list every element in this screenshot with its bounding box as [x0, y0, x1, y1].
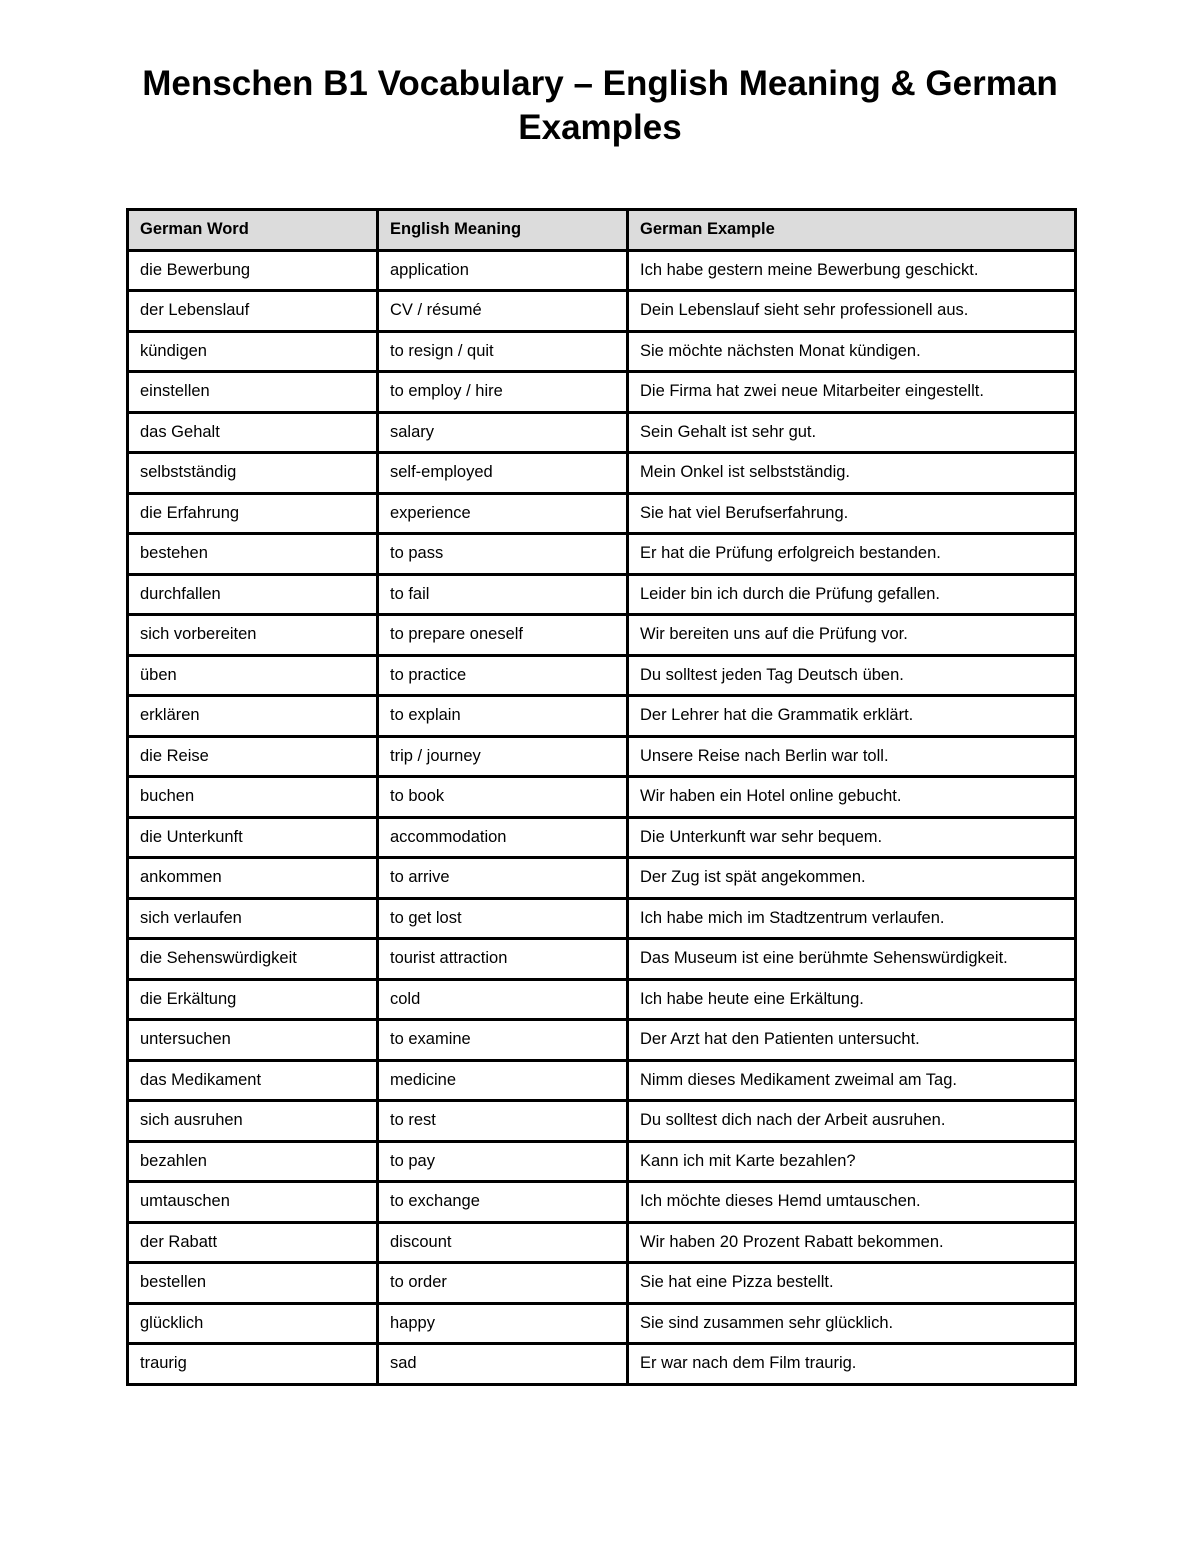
german-example-cell: Sie sind zusammen sehr glücklich. [628, 1303, 1076, 1344]
english-meaning-cell: salary [378, 412, 628, 453]
german-example-cell: Er war nach dem Film traurig. [628, 1344, 1076, 1385]
english-meaning-cell: to examine [378, 1020, 628, 1061]
table-row [128, 1182, 1076, 1223]
table-row [128, 898, 1076, 939]
english-meaning-cell: trip / journey [378, 736, 628, 777]
table-row [128, 1101, 1076, 1142]
german-word-cell: die Reise [128, 736, 378, 777]
table-row [128, 696, 1076, 737]
german-word-cell: sich verlaufen [128, 898, 378, 939]
german-word-cell: untersuchen [128, 1020, 378, 1061]
table-row [128, 655, 1076, 696]
table-row [128, 331, 1076, 372]
table-row [128, 493, 1076, 534]
german-word-cell: die Bewerbung [128, 250, 378, 291]
german-example-cell: Du solltest jeden Tag Deutsch üben. [628, 655, 1076, 696]
german-word-cell: üben [128, 655, 378, 696]
english-meaning-cell: cold [378, 979, 628, 1020]
german-example-cell: Der Lehrer hat die Grammatik erklärt. [628, 696, 1076, 737]
english-meaning-cell: to book [378, 777, 628, 818]
english-meaning-cell: to exchange [378, 1182, 628, 1223]
table-row [128, 1222, 1076, 1263]
table-body [128, 250, 1076, 1384]
header-english-meaning: English Meaning [378, 210, 628, 251]
german-example-cell: Unsere Reise nach Berlin war toll. [628, 736, 1076, 777]
german-example-cell: Der Arzt hat den Patienten untersucht. [628, 1020, 1076, 1061]
table-row [128, 939, 1076, 980]
german-word-cell: bestehen [128, 534, 378, 575]
german-word-cell: kündigen [128, 331, 378, 372]
english-meaning-cell: self-employed [378, 453, 628, 494]
table-row [128, 1060, 1076, 1101]
table-row [128, 291, 1076, 332]
english-meaning-cell: to rest [378, 1101, 628, 1142]
vocabulary-table [126, 208, 1077, 1386]
german-word-cell: sich ausruhen [128, 1101, 378, 1142]
german-example-cell: Sie hat eine Pizza bestellt. [628, 1263, 1076, 1304]
german-word-cell: bezahlen [128, 1141, 378, 1182]
table-row [128, 453, 1076, 494]
english-meaning-cell: application [378, 250, 628, 291]
german-word-cell: das Medikament [128, 1060, 378, 1101]
german-word-cell: buchen [128, 777, 378, 818]
german-word-cell: der Rabatt [128, 1222, 378, 1263]
english-meaning-cell: to pass [378, 534, 628, 575]
page-title: Menschen B1 Vocabulary – English Meaning & German Examples [142, 64, 1058, 147]
english-meaning-cell: to prepare oneself [378, 615, 628, 656]
table-row [128, 979, 1076, 1020]
german-word-cell: der Lebenslauf [128, 291, 378, 332]
german-word-cell: selbstständig [128, 453, 378, 494]
german-example-cell: Ich habe heute eine Erkältung. [628, 979, 1076, 1020]
table-row [128, 817, 1076, 858]
german-example-cell: Die Unterkunft war sehr bequem. [628, 817, 1076, 858]
table-row [128, 1020, 1076, 1061]
german-example-cell: Der Zug ist spät angekommen. [628, 858, 1076, 899]
german-example-cell: Leider bin ich durch die Prüfung gefallen. [628, 574, 1076, 615]
german-word-cell: die Erfahrung [128, 493, 378, 534]
german-example-cell: Die Firma hat zwei neue Mitarbeiter eingestellt. [628, 372, 1076, 413]
english-meaning-cell: discount [378, 1222, 628, 1263]
german-example-cell: Wir bereiten uns auf die Prüfung vor. [628, 615, 1076, 656]
german-example-cell: Sie möchte nächsten Monat kündigen. [628, 331, 1076, 372]
header-german-example: German Example [628, 210, 1076, 251]
table-row [128, 777, 1076, 818]
table-row [128, 534, 1076, 575]
english-meaning-cell: sad [378, 1344, 628, 1385]
german-example-cell: Er hat die Prüfung erfolgreich bestanden. [628, 534, 1076, 575]
german-example-cell: Ich möchte dieses Hemd umtauschen. [628, 1182, 1076, 1223]
english-meaning-cell: CV / résumé [378, 291, 628, 332]
english-meaning-cell: accommodation [378, 817, 628, 858]
table-row [128, 858, 1076, 899]
german-word-cell: die Unterkunft [128, 817, 378, 858]
german-word-cell: ankommen [128, 858, 378, 899]
table-row [128, 1141, 1076, 1182]
english-meaning-cell: to order [378, 1263, 628, 1304]
table-row [128, 1263, 1076, 1304]
table-row [128, 372, 1076, 413]
german-word-cell: traurig [128, 1344, 378, 1385]
german-word-cell: glücklich [128, 1303, 378, 1344]
table-row [128, 574, 1076, 615]
german-word-cell: die Erkältung [128, 979, 378, 1020]
german-example-cell: Dein Lebenslauf sieht sehr professionell aus. [628, 291, 1076, 332]
table-row [128, 412, 1076, 453]
english-meaning-cell: to employ / hire [378, 372, 628, 413]
english-meaning-cell: medicine [378, 1060, 628, 1101]
german-word-cell: sich vorbereiten [128, 615, 378, 656]
english-meaning-cell: to explain [378, 696, 628, 737]
german-word-cell: durchfallen [128, 574, 378, 615]
german-example-cell: Wir haben ein Hotel online gebucht. [628, 777, 1076, 818]
english-meaning-cell: to arrive [378, 858, 628, 899]
header-german-word: German Word [128, 210, 378, 251]
table-row [128, 1344, 1076, 1385]
german-word-cell: einstellen [128, 372, 378, 413]
english-meaning-cell: to fail [378, 574, 628, 615]
german-example-cell: Mein Onkel ist selbstständig. [628, 453, 1076, 494]
table-row [128, 1303, 1076, 1344]
english-meaning-cell: to resign / quit [378, 331, 628, 372]
german-word-cell: umtauschen [128, 1182, 378, 1223]
english-meaning-cell: to pay [378, 1141, 628, 1182]
german-example-cell: Kann ich mit Karte bezahlen? [628, 1141, 1076, 1182]
german-word-cell: die Sehenswürdigkeit [128, 939, 378, 980]
german-word-cell: das Gehalt [128, 412, 378, 453]
german-example-cell: Nimm dieses Medikament zweimal am Tag. [628, 1060, 1076, 1101]
german-example-cell: Sie hat viel Berufserfahrung. [628, 493, 1076, 534]
table-row [128, 615, 1076, 656]
german-example-cell: Du solltest dich nach der Arbeit ausruhen. [628, 1101, 1076, 1142]
english-meaning-cell: to get lost [378, 898, 628, 939]
german-example-cell: Ich habe mich im Stadtzentrum verlaufen. [628, 898, 1076, 939]
english-meaning-cell: happy [378, 1303, 628, 1344]
table-header-row [128, 210, 1076, 251]
german-word-cell: bestellen [128, 1263, 378, 1304]
german-example-cell: Sein Gehalt ist sehr gut. [628, 412, 1076, 453]
english-meaning-cell: experience [378, 493, 628, 534]
german-word-cell: erklären [128, 696, 378, 737]
english-meaning-cell: tourist attraction [378, 939, 628, 980]
table-row [128, 250, 1076, 291]
english-meaning-cell: to practice [378, 655, 628, 696]
german-example-cell: Ich habe gestern meine Bewerbung geschickt. [628, 250, 1076, 291]
german-example-cell: Wir haben 20 Prozent Rabatt bekommen. [628, 1222, 1076, 1263]
table-row [128, 736, 1076, 777]
german-example-cell: Das Museum ist eine berühmte Sehenswürdigkeit. [628, 939, 1076, 980]
